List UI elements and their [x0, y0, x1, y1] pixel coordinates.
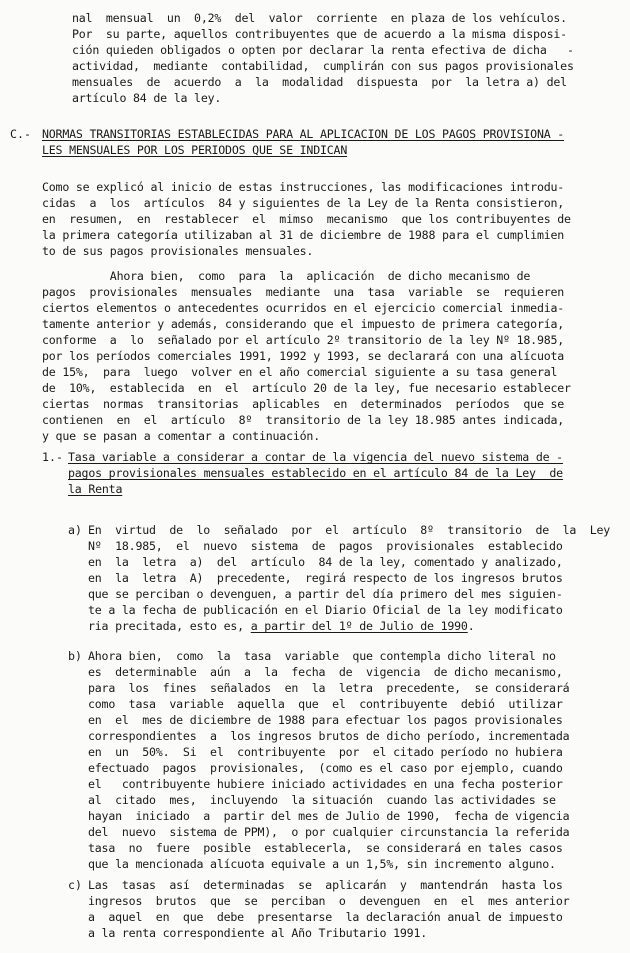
subsection-line: Las tasas así determinadas se aplicarán y mantendrán hasta los — [88, 878, 563, 892]
subsection-line: para los fines señalados en la letra precedente, se considerará — [88, 681, 570, 695]
paragraph-line: conforme a lo señalado por el artículo 2º transitorio de la ley Nº 18.985, — [42, 333, 565, 347]
subsection-line: hayan iniciado a partir del mes de Julio de 1990, fecha de vigencia — [88, 809, 570, 823]
subsection-last-line — [88, 618, 474, 634]
item-1-title-line: pagos provisionales mensuales establecido en el artículo 84 de la Ley de — [68, 466, 563, 480]
item-1-title-line: la Renta — [68, 482, 123, 496]
subsection-line: que se perciban o devenguen, a partir del día primero del mes siguien- — [88, 587, 563, 601]
subsection-line: en un 50%. Si el contribuyente por el citado período no hubiera — [88, 745, 563, 759]
subsection-line: en la letra A) precedente, regirá respecto de los ingresos brutos — [88, 571, 563, 585]
paragraph-line: to de sus pagos provisionales mensuales. — [42, 244, 314, 258]
section-c-title-line: NORMAS TRANSITORIAS ESTABLECIDAS PARA AL APLICACION DE LOS PAGOS PROVISIONA - — [42, 127, 565, 141]
subsection-line: al citado mes, incluyendo la situación cuando las actividades se — [88, 793, 556, 807]
intro-line: Por su parte, aquellos contribuyentes que de acuerdo a la misma disposi- — [72, 27, 567, 41]
intro-line: artículo 84 de la ley. — [72, 91, 222, 105]
subsection-line: correspondientes a los ingresos brutos de dicho período, incrementada — [88, 729, 570, 743]
intro-line: ción quieden obligados o opten por declarar la renta efectiva de dicha - — [72, 43, 574, 57]
subsection-c-label: c) — [68, 878, 82, 892]
intro-line: nal mensual un 0,2% del valor corriente en plaza de los vehículos. — [72, 11, 567, 25]
paragraph-line: de 15%, para luego volver en el año comercial siguiente a su tasa general — [42, 365, 558, 379]
subsection-line: en la letra a) del artículo 84 de la ley, comentado y analizado, — [88, 555, 563, 569]
item-1-title-line: Tasa variable a considerar a contar de la vigencia del nuevo sistema de - — [68, 450, 563, 464]
subsection-line: que la mencionada alícuota equivale a un 1,5%, sin incremento alguno. — [88, 857, 556, 871]
paragraph-line: la primera categoría utilizaban al 31 de diciembre de 1988 para el cumplimien — [42, 228, 565, 242]
paragraph-line: ciertas normas transitorias aplicables en determinados períodos que se — [42, 397, 565, 411]
subsection-line: efectuado pagos provisionales, (como es el caso por ejemplo, cuando — [88, 761, 563, 775]
section-c-title-line: LES MENSUALES POR LOS PERIODOS QUE SE INDICAN — [42, 143, 348, 157]
subsection-line: a la renta correspondiente al Año Tributario 1991. — [88, 926, 428, 940]
paragraph-line: de 10%, establecida en el artículo 20 de la ley, fue necesario establecer — [42, 381, 571, 395]
section-c-label: C.- — [10, 127, 31, 141]
subsection-line: Ahora bien, como la tasa variable que contempla dicho literal no — [88, 649, 556, 663]
paragraph-line: Como se explicó al inicio de estas instrucciones, las modificaciones introdu- — [42, 180, 565, 194]
subsection-line: te a la fecha de publicación en el Diario Oficial de la ley modificato — [88, 603, 563, 617]
subsection-line: Nº 18.985, el nuevo sistema de pagos provisionales establecido — [88, 539, 563, 553]
paragraph-line: pagos provisionales mensuales mediante una tasa variable se requieren — [42, 285, 565, 299]
subsection-line: a aquel en que debe presentarse la declaración anual de impuesto — [88, 910, 563, 924]
paragraph-line: Ahora bien, como para la aplicación de dicho mecanismo de — [42, 269, 531, 283]
subsection-line: el contribuyente hubiere iniciado actividades en una fecha posterior — [88, 777, 563, 791]
subsection-line: tasa no fuere posible establecerla, se considerará en tales casos — [88, 841, 563, 855]
item-1-label: 1.- — [42, 450, 63, 464]
subsection-line: es determinable aún a la fecha de vigencia de dicho mecanismo, — [88, 665, 563, 679]
subsection-b-label: b) — [68, 649, 82, 663]
subsection-line: como tasa variable aquella que el contribuyente debió utilizar — [88, 697, 563, 711]
paragraph-line: contienen en el artículo 8º transitorio de la ley 18.985 antes indicada, — [42, 413, 565, 427]
intro-line: actividad, mediante contabilidad, cumplirán con sus pagos provisionales — [72, 59, 574, 73]
subsection-line: del nuevo sistema de PPM), o por cualquier circunstancia la referida — [88, 825, 570, 839]
subsection-line: ingresos brutos que se perciban o devenguen en el mes anterior — [88, 894, 570, 908]
sentence-end: . — [467, 619, 475, 633]
paragraph-line: ciertos elementos o antecedentes ocurridos en el ejercicio comercial inmedia- — [42, 301, 565, 315]
subsection-a-label: a) — [68, 523, 82, 537]
subsection-line: en el mes de diciembre de 1988 para efectuar los pagos provisionales — [88, 713, 563, 727]
paragraph-line: cidas a los artículos 84 y siguientes de la Ley de la Renta consistieron, — [42, 196, 565, 210]
paragraph-line: en resumen, en restablecer el mimso mecanismo que los contribuyentes de — [42, 212, 571, 226]
intro-line: mensuales de acuerdo a la modalidad dispuesta por la letra a) del — [72, 75, 567, 89]
paragraph-line: por los períodos comerciales 1991, 1992 y 1993, se declarará con una alícuota — [42, 349, 565, 363]
subsection-line: En virtud de lo señalado por el artículo 8º transitorio de la Ley — [88, 523, 611, 537]
effective-date-underlined: a partir del 1º de Julio de 1990 — [250, 619, 468, 633]
paragraph-line: y que se pasan a comentar a continuación. — [42, 429, 320, 443]
subsection-line-start: ria precitada, esto es, — [88, 619, 251, 633]
paragraph-line: tamente anterior y además, considerando que el impuesto de primera categoría, — [42, 317, 565, 331]
